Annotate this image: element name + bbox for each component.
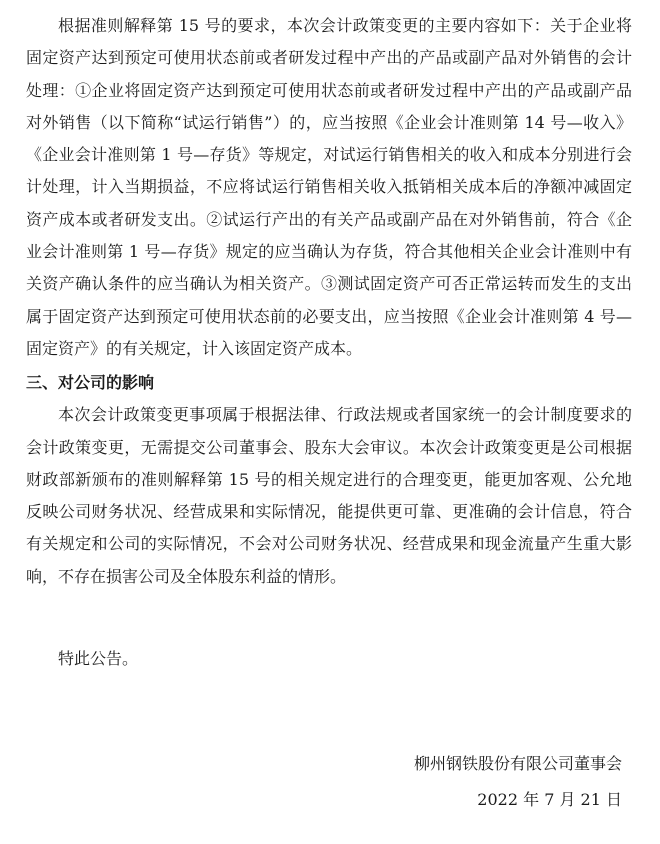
policy-change-paragraph: 根据准则解释第 15 号的要求，本次会计政策变更的主要内容如下：关于企业将固定资产达到预定可使用状态前或者研发过程中产出的产品或副产品对外销售的会计处理：①企业将固定资产达到预定可使用状态前或者研发过程中产出的产品或副产品对外销售（以下简称“试运行销售”）的，应当按照《企业会计准则第 14 号—收入》《企业会计准则第 1 号—存货》等规定，对试运行销售相关的收入和成本分别进行会计处理，计入当期损益，不应将试运行销售相关收入抵销相关成本后的净额冲减固定资产成本或者研发支出。②试运行产出的有关产品或副产品在对外销售前，符合《企业会计准则第 1 号—存货》规定的应当确认为存货，符合其他相关企业会计准则中有关资产确认条件的应当确认为相关资产。③测试固定资产可否正常运转而发生的支出属于固定资产达到预定可使用状态前的必要支出，应当按照《企业会计准则第 4 号—固定资产》的有关规定，计入该固定资产成本。: [26, 16, 632, 358]
notice-text: 特此公告。: [58, 649, 139, 669]
document-body: [26, 0, 632, 675]
impact-paragraph: 本次会计政策变更事项属于根据法律、行政法规或者国家统一的会计制度要求的会计政策变更，无需提交公司董事会、股东大会审议。本次会计政策变更是公司根据财政部新颁布的准则解释第 15 号的相关规定进行的合理变更，能更加客观、公允地反映公司财务状况、经营成果和实际情况，能提供更可靠、更准确的会计信息，符合有关规定和公司的实际情况，不会对公司财务状况、经营成果和现金流量产生重大影响，不存在损害公司及全体股东利益的情形。: [26, 405, 632, 586]
announcement-date: 2022 年 7 月 21 日: [477, 790, 622, 809]
section-heading: 三、对公司的影响: [26, 373, 155, 393]
signatory: 柳州钢铁股份有限公司董事会: [413, 754, 622, 773]
